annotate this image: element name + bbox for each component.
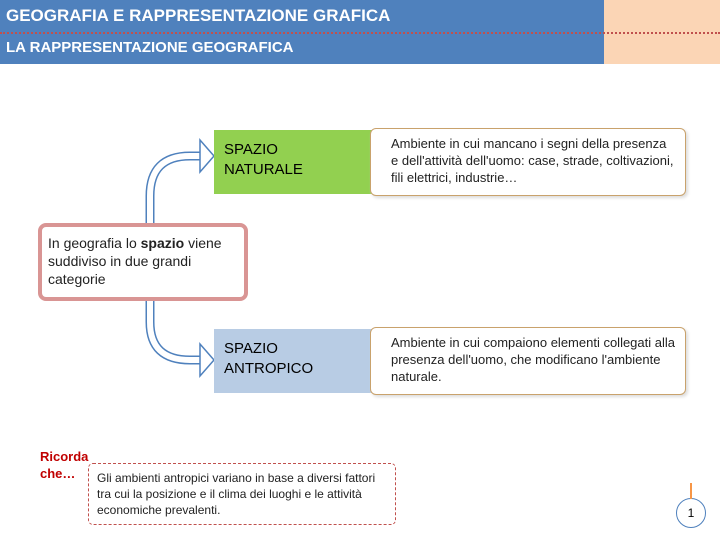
page-title: GEOGRAFIA E RAPPRESENTAZIONE GRAFICA [6,6,391,25]
central-text-bold: spazio [140,235,185,251]
header-accent-top [604,0,720,33]
category-anthropic-line2: ANTROPICO [224,360,314,377]
category-natural-line2: NATURALE [224,161,303,178]
arrow-up-icon [150,156,200,228]
category-anthropic-line1: SPAZIO [224,340,278,357]
category-natural [214,130,382,194]
arrow-down-head-icon [200,344,214,376]
header-accent-bottom [604,33,720,64]
central-text-after: viene suddiviso in due grandi categorie [48,235,222,287]
reminder-label-line2: che… [40,466,76,481]
header-dotted-divider [0,32,720,34]
reminder-label-line1: Ricorda [40,449,89,464]
description-natural: Ambiente in cui mancano i segni della presenza e dell'attività dell'uomo: case, strade, coltivazioni, fili elettrici, industrie… [370,128,686,196]
arrow-down-icon [150,300,200,360]
central-concept-box [38,223,248,301]
arrow-up-head-icon [200,140,214,172]
page-number: 1 [676,498,706,528]
category-anthropic [214,329,382,393]
reminder-note: Gli ambienti antropici variano in base a diversi fattori tra cui la posizione e il clima dei luoghi e le attività economiche prevalenti. [88,463,396,525]
description-anthropic: Ambiente in cui compaiono elementi collegati alla presenza dell'uomo, che modificano l'ambiente naturale. [370,327,686,395]
central-text-before: In geografia lo [48,235,141,251]
page-subtitle: LA RAPPRESENTAZIONE GEOGRAFICA [6,39,294,56]
reminder-label [40,448,88,482]
category-natural-line1: SPAZIO [224,141,278,158]
